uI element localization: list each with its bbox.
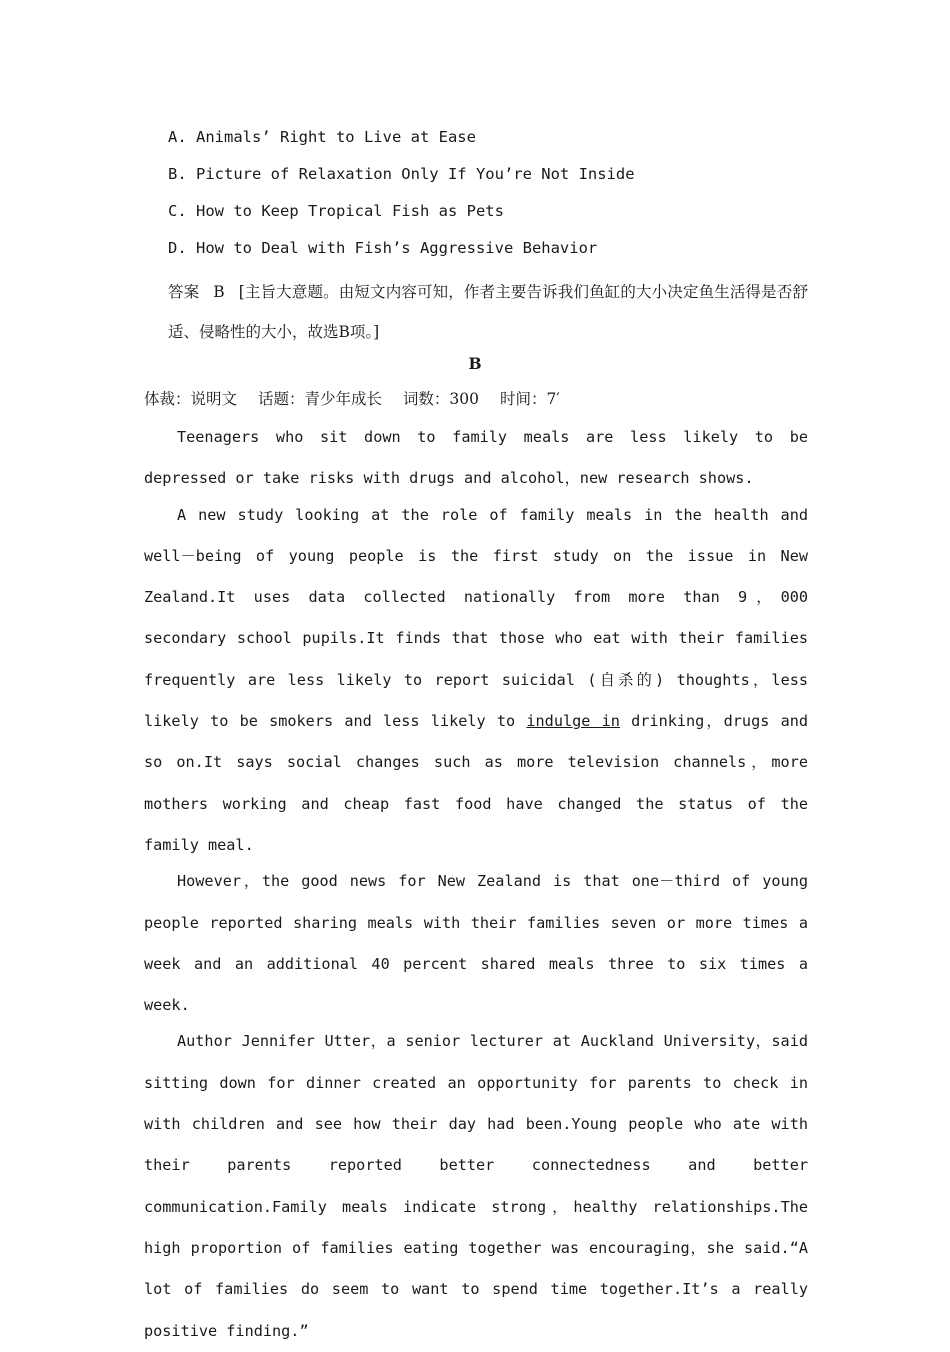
option-c: C. How to Keep Tropical Fish as Pets: [168, 202, 504, 220]
paragraph-1: Teenagers who sit down to family meals are less likely to be depressed or take risks with drugs and alcohol，new research shows.: [144, 428, 808, 488]
paragraph-4: Author Jennifer Utter，a senior lecturer at Auckland University，said sitting down for dinner created an opportunity for parents to check in with children and see how their day had been.Young people who ate with their parents reported better connectedness and better communication.Family meals indicate strong，healthy relationships.The high proportion of families eating together was encouraging，she said.“A lot of families do seem to want to spend time together.It’s a really positive finding.”: [144, 1032, 808, 1340]
option-a: A. Animals’ Right to Live at Ease: [168, 128, 476, 146]
paragraph-2: [144, 495, 808, 867]
passage-topic: 话题：青少年成长: [257, 390, 382, 408]
answer-explanation: [主旨大意题。由短文内容可知，作者主要告诉我们鱼缸的大小决定鱼生活得是否舒适、侵略性的大小，故选B项。]: [168, 283, 808, 341]
article-body: [144, 417, 808, 1347]
paragraph-2-text-before: A new study looking at the role of family meals in the health and well－being of young people is the first study on the issue in New Zealand.It uses data collected nationally from more than 9，000 secondary school pupils.It finds that those who eat with their families frequently are less likely to report suicidal (自杀的) thoughts，less likely to be smokers and less likely to: [144, 505, 808, 731]
answer-block: [168, 272, 808, 352]
answer-letter: B: [213, 283, 225, 301]
answer-options: [168, 124, 808, 272]
paragraph-2-text-after: drinking，drugs and so on.It says social changes such as more television channels，more mothers working and cheap fast food have changed the status of the family meal.: [144, 712, 809, 854]
section-title: B: [468, 354, 482, 373]
option-b: B. Picture of Relaxation Only If You’re Not Inside: [168, 165, 635, 183]
passage-word-count: 词数：300: [402, 390, 479, 408]
option-d: D. How to Deal with Fish’s Aggressive Behavior: [168, 239, 598, 257]
answer-label: 答案: [168, 283, 200, 301]
paragraph-3: However，the good news for New Zealand is that one－third of young people reported sharing meals with their families seven or more times a week and an additional 40 percent shared meals three to six times a week.: [144, 872, 808, 1015]
passage-time: 时间：7′: [499, 390, 560, 408]
passage-meta: [144, 386, 808, 412]
underlined-phrase: indulge in: [526, 712, 620, 731]
passage-genre: 体裁：说明文: [144, 390, 238, 408]
